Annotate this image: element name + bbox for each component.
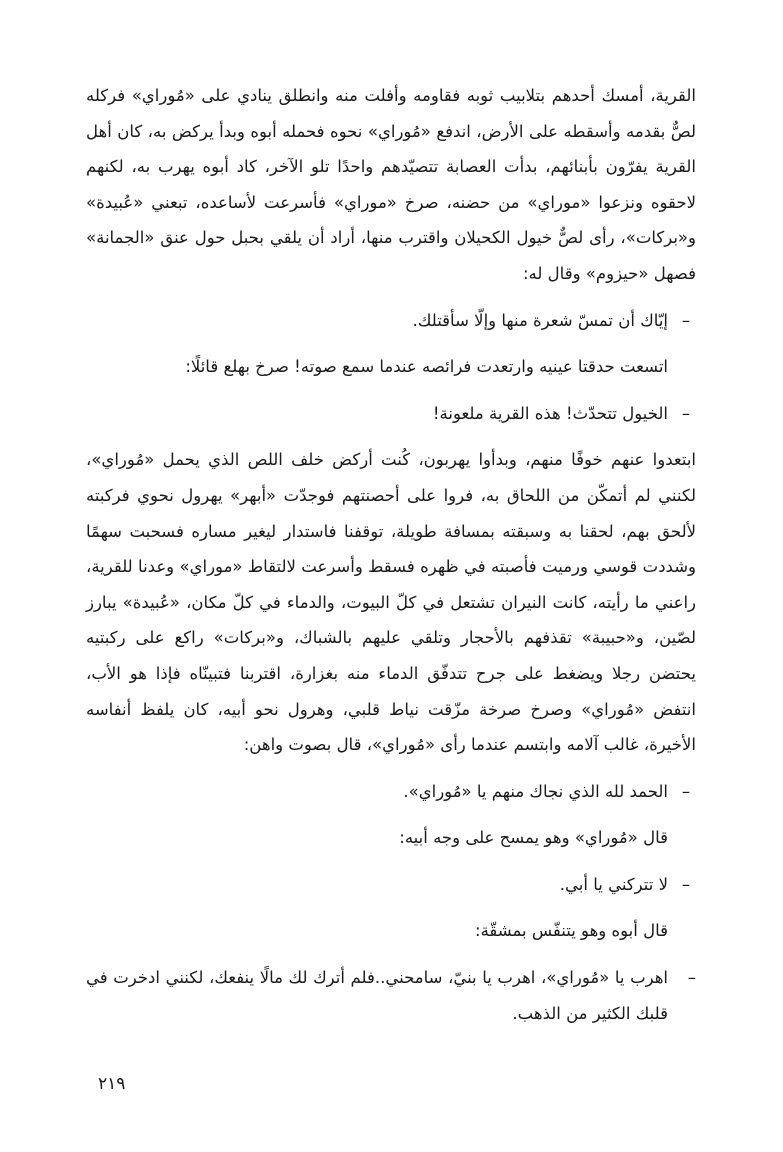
dialogue-dash: – bbox=[681, 874, 691, 894]
dialogue-line-1 bbox=[86, 303, 696, 339]
dialogue-text: لا تتركني يا أبي. bbox=[559, 874, 668, 894]
narrative-paragraph-1: القرية، أمسك أحدهم بتلابيب ثوبه فقاومه وأفلت منه وانطلق ينادي على «مُوراي» فركله لصٌّ بقدمه وأسقطه على الأرض، اندفع «مُوراي» نحوه فحمله أبوه وبدأ يركض به، كان أهل القرية يفرّون بأبنائهم، بدأت العصابة تتصيّدهم واحدًا تلو الآخر، كاد أبوه يهرب به، لكنهم لاحقوه ونزعوا «موراي» من حضنه، صرخ «موراي» فأسرعت لأساعده، تبعني «عُبيدة» و«بركات»، رأى لصٌّ خيول الكحيلان واقترب منها، أراد أن يلقي بحبل حول عنق «الجمانة» فصهل «حيزوم» وقال له: bbox=[86, 86, 696, 283]
narrative-line-4: قال «مُوراي» وهو يمسح على وجه أبيه: bbox=[399, 828, 668, 848]
dialogue-line-2 bbox=[86, 396, 696, 432]
dialogue-text: اهرب يا «مُوراي»، اهرب يا بنيّ، سامحني..فلم أترك لك مالًا ينفعك، لكنني ادخرت في قلبك الكثير من الذهب. bbox=[86, 968, 668, 1023]
dialogue-dash: – bbox=[681, 310, 691, 330]
narrative-line-5: قال أبوه وهو يتنفّس بمشقّة: bbox=[475, 921, 668, 941]
dialogue-line-3 bbox=[86, 774, 696, 810]
dialogue-dash: – bbox=[681, 403, 691, 423]
narrative-line-2: اتسعت حدقتا عينيه وارتعدت فرائصه عندما سمع صوته! صرخ بهلع قائلًا: bbox=[185, 357, 668, 377]
dialogue-text: إيّاك أن تمسّ شعرة منها وإلّا سأقتلك. bbox=[412, 310, 668, 330]
dialogue-text: الخيول تتحدّث! هذه القرية ملعونة! bbox=[432, 403, 668, 423]
dialogue-line-5 bbox=[86, 960, 696, 1031]
page-number: ٢١٩ bbox=[98, 1074, 126, 1094]
dialogue-dash: – bbox=[681, 781, 691, 801]
book-page-body bbox=[86, 78, 696, 1031]
dialogue-line-4 bbox=[86, 867, 696, 903]
dialogue-text: الحمد لله الذي نجاك منهم يا «مُوراي». bbox=[403, 781, 668, 801]
dialogue-dash: – bbox=[687, 968, 696, 988]
narrative-paragraph-3: ابتعدوا عنهم خوفًا منهم، وبدأوا يهربون، كُنت أركض خلف اللص الذي يحمل «مُوراي»، لكنني لم أتمكّن من اللحاق به، فروا على أحصنتهم فوجدّت «أبهر» يهرول نحوي فركبته لألحق بهم، لحقنا به وسبقته بمسافة طويلة، توقفنا فاستدار ليغير مساره فسحبت سهمًا وشددت قوسي ورميت فأصبته في ظهره فسقط وأسرعت لالتقاط «موراي» وعدنا للقرية، راعني ما رأيته، كانت النيران تشتعل في كلّ البيوت، والدماء في كلّ مكان، «عُبيدة» يبارز لصّين، و«حبيبة» تقذفهم بالأحجار وتلقي عليهم بالشباك، و«بركات» راكع على ركبتيه يحتضن رجلا ويضغط على جرح تتدفّق الدماء منه بغزارة، اقتربنا فتبينّاه فإذا هو الأب، انتفض «مُوراي» وصرخ صرخة مزّقت نياط قلبي، وهرول نحو أبيه، كان يلفظ أنفاسه الأخيرة، غالب آلامه وابتسم عندما رأى «مُوراي»، قال بصوت واهن: bbox=[86, 450, 696, 755]
